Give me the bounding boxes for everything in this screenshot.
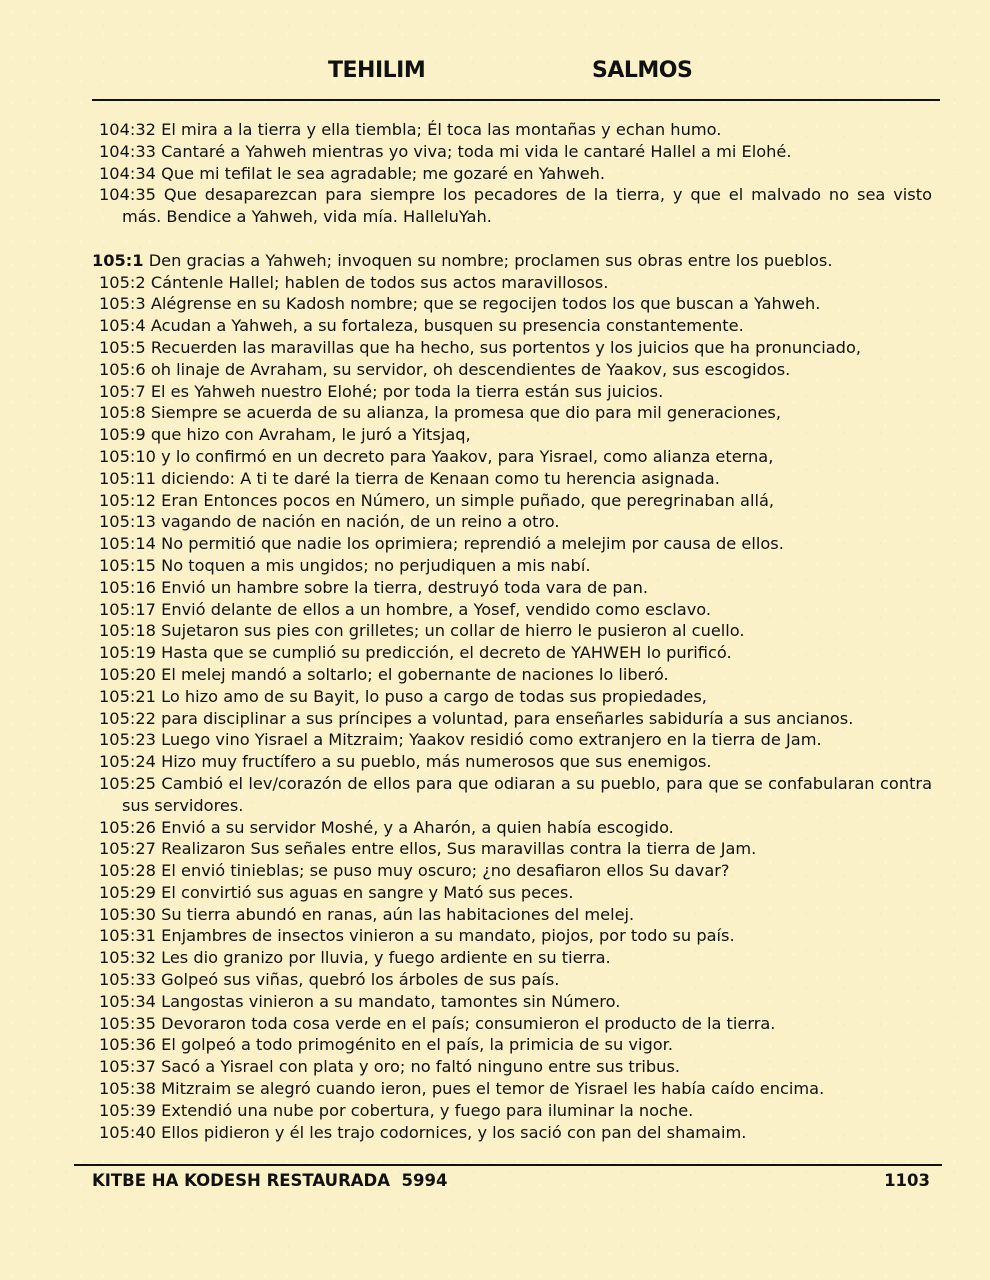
verse-reference: 105:18 bbox=[99, 621, 156, 641]
verse bbox=[92, 1013, 932, 1035]
verse-reference: 105:28 bbox=[99, 861, 156, 881]
verse bbox=[92, 686, 932, 708]
verse-reference: 105:1 bbox=[92, 250, 144, 270]
verse-reference: 105:4 bbox=[99, 316, 146, 336]
verse bbox=[92, 490, 932, 512]
verse-reference: 105:15 bbox=[99, 555, 156, 575]
verse bbox=[92, 381, 932, 403]
verse-text: Ellos pidieron y él les trajo codornices, y los sació con pan del shamaim. bbox=[161, 1122, 747, 1142]
verse-text: Envió a su servidor Moshé, y a Aharón, a quien había escogido. bbox=[161, 817, 674, 837]
verse-reference: 105:29 bbox=[99, 882, 156, 902]
verse-text: No permitió que nadie los oprimiera; reprendió a melejim por causa de ellos. bbox=[161, 534, 784, 554]
verse-text: Luego vino Yisrael a Mitzraim; Yaakov residió como extranjero en la tierra de Jam. bbox=[161, 730, 822, 750]
verse bbox=[92, 904, 932, 926]
verse bbox=[92, 817, 932, 839]
header-title-spanish: SALMOS bbox=[592, 58, 693, 83]
verse bbox=[92, 838, 932, 860]
verse-reference: 104:33 bbox=[99, 141, 156, 161]
verse-text: Alégrense en su Kadosh nombre; que se regocijen todos los que buscan a Yahweh. bbox=[150, 294, 821, 314]
verse-reference: 104:32 bbox=[99, 120, 156, 139]
verse-text: Hasta que se cumplió su predicción, el decreto de YAHWEH lo purificó. bbox=[161, 643, 732, 663]
section-gap bbox=[92, 228, 932, 250]
psalm-105-section bbox=[92, 250, 932, 1144]
verse-reference: 105:23 bbox=[99, 730, 156, 750]
verse-reference: 105:21 bbox=[99, 686, 156, 706]
verse-reference: 105:36 bbox=[99, 1035, 156, 1055]
header-title-hebrew: TEHILIM bbox=[328, 58, 426, 83]
verse bbox=[92, 925, 932, 947]
verse-text: para disciplinar a sus príncipes a voluntad, para enseñarles sabiduría a sus ancianos. bbox=[161, 708, 854, 728]
verse-text: Mitzraim se alegró cuando ieron, pues el temor de Yisrael les había caído encima. bbox=[161, 1079, 825, 1099]
verse-reference: 105:19 bbox=[99, 643, 156, 663]
psalm-104-section bbox=[92, 119, 932, 228]
verse bbox=[92, 337, 932, 359]
verse-text: Golpeó sus viñas, quebró los árboles de sus país. bbox=[161, 970, 560, 990]
verse-reference: 105:26 bbox=[99, 817, 156, 837]
verse-text: Les dio granizo por lluvia, y fuego ardiente en su tierra. bbox=[161, 948, 611, 968]
verse-text: Den gracias a Yahweh; invoquen su nombre; proclamen sus obras entre los pueblos. bbox=[148, 250, 833, 270]
verse-reference: 104:35 bbox=[99, 185, 156, 205]
verse-reference: 105:40 bbox=[99, 1122, 156, 1142]
verse-reference: 105:17 bbox=[99, 599, 156, 619]
verse-text: Enjambres de insectos vinieron a su mandato, piojos, por todo su país. bbox=[161, 926, 735, 946]
verse-reference: 105:13 bbox=[99, 512, 156, 532]
verse-text: Devoraron toda cosa verde en el país; consumieron el producto de la tierra. bbox=[161, 1013, 776, 1033]
verse bbox=[92, 947, 932, 969]
verse bbox=[92, 969, 932, 991]
verse-text: que hizo con Avraham, le juró a Yitsjaq, bbox=[150, 425, 471, 445]
verse-text: diciendo: A ti te daré la tierra de Kenaan como tu herencia asignada. bbox=[161, 468, 720, 488]
verse-reference: 105:22 bbox=[99, 708, 156, 728]
verse-text: El golpeó a todo primogénito en el país, la primicia de su vigor. bbox=[161, 1035, 673, 1055]
verse bbox=[92, 533, 932, 555]
verse-text: Eran Entonces pocos en Número, un simple puñado, que peregrinaban allá, bbox=[161, 490, 775, 510]
verse bbox=[92, 1100, 932, 1122]
verse-text: El mira a la tierra y ella tiembla; Él toca las montañas y echan humo. bbox=[161, 120, 722, 139]
verse bbox=[92, 184, 932, 228]
verse bbox=[92, 1078, 932, 1100]
verse-text: Siempre se acuerda de su alianza, la promesa que dio para mil generaciones, bbox=[150, 403, 781, 423]
verse-content bbox=[92, 119, 932, 1143]
verse-text: vagando de nación en nación, de un reino a otro. bbox=[161, 512, 560, 532]
footer-rule bbox=[74, 1164, 942, 1166]
verse bbox=[92, 555, 932, 577]
verse-reference: 105:39 bbox=[99, 1100, 156, 1120]
verse-text: Cambió el lev/corazón de ellos para que odiaran a su pueblo, para que se confabularan contra sus servidores. bbox=[122, 773, 932, 815]
verse-reference: 105:9 bbox=[99, 425, 146, 445]
verse bbox=[92, 620, 932, 642]
verse-reference: 105:20 bbox=[99, 664, 156, 684]
verse-reference: 105:11 bbox=[99, 468, 156, 488]
verse-reference: 105:12 bbox=[99, 490, 156, 510]
page-footer bbox=[0, 1171, 990, 1195]
verse bbox=[92, 882, 932, 904]
verse-reference: 104:34 bbox=[99, 163, 156, 183]
verse-text: El es Yahweh nuestro Elohé; por toda la tierra están sus juicios. bbox=[150, 381, 664, 401]
verse-text: Realizaron Sus señales entre ellos, Sus maravillas contra la tierra de Jam. bbox=[161, 839, 757, 859]
verse-reference: 105:38 bbox=[99, 1079, 156, 1099]
verse bbox=[92, 991, 932, 1013]
page-header bbox=[0, 58, 990, 90]
verse-text: El convirtió sus aguas en sangre y Mató sus peces. bbox=[161, 882, 574, 902]
verse-reference: 105:32 bbox=[99, 948, 156, 968]
verse bbox=[92, 446, 932, 468]
verse-reference: 105:34 bbox=[99, 991, 156, 1011]
verse-text: Envió delante de ellos a un hombre, a Yosef, vendido como esclavo. bbox=[161, 599, 712, 619]
verse bbox=[92, 751, 932, 773]
verse-reference: 105:37 bbox=[99, 1057, 156, 1077]
verse-reference: 105:16 bbox=[99, 577, 156, 597]
verse bbox=[92, 664, 932, 686]
verse bbox=[92, 1034, 932, 1056]
page-number: 1103 bbox=[884, 1171, 930, 1190]
verse-reference: 105:10 bbox=[99, 446, 156, 466]
verse bbox=[92, 119, 932, 141]
verse-text: Cantaré a Yahweh mientras yo viva; toda mi vida le cantaré Hallel a mi Elohé. bbox=[161, 141, 792, 161]
verse-reference: 105:30 bbox=[99, 904, 156, 924]
verse-reference: 105:8 bbox=[99, 403, 146, 423]
verse-text: Sujetaron sus pies con grilletes; un collar de hierro le pusieron al cuello. bbox=[161, 621, 745, 641]
verse-text: No toquen a mis ungidos; no perjudiquen a mis nabí. bbox=[161, 555, 591, 575]
verse-reference: 105:6 bbox=[99, 359, 146, 379]
verse bbox=[92, 293, 932, 315]
verse-reference: 105:27 bbox=[99, 839, 156, 859]
verse-text: Recuerden las maravillas que ha hecho, sus portentos y los juicios que ha pronunciado, bbox=[150, 337, 861, 357]
verse bbox=[92, 315, 932, 337]
verse-text: Que desaparezcan para siempre los pecadores de la tierra, y que el malvado no sea visto más. Bendice a Yahweh, vida mía. HalleluYah. bbox=[122, 185, 932, 227]
verse-reference: 105:31 bbox=[99, 926, 156, 946]
verse bbox=[92, 708, 932, 730]
verse-text: Envió un hambre sobre la tierra, destruyó toda vara de pan. bbox=[161, 577, 648, 597]
verse-reference: 105:3 bbox=[99, 294, 146, 314]
verse bbox=[92, 511, 932, 533]
verse-text: oh linaje de Avraham, su servidor, oh descendientes de Yaakov, sus escogidos. bbox=[150, 359, 791, 379]
verse-reference: 105:5 bbox=[99, 337, 146, 357]
verse bbox=[92, 642, 932, 664]
verse-text: y lo confirmó en un decreto para Yaakov, para Yisrael, como alianza eterna, bbox=[161, 446, 774, 466]
verse-text: Que mi tefilat le sea agradable; me gozaré en Yahweh. bbox=[161, 163, 606, 183]
verse bbox=[92, 468, 932, 490]
verse bbox=[92, 424, 932, 446]
header-rule bbox=[92, 99, 940, 101]
verse-text: El melej mandó a soltarlo; el gobernante de naciones lo liberó. bbox=[161, 664, 669, 684]
verse bbox=[92, 359, 932, 381]
verse-text: Sacó a Yisrael con plata y oro; no faltó ninguno entre sus tribus. bbox=[161, 1057, 681, 1077]
footer-book-title: KITBE HA KODESH RESTAURADA 5994 bbox=[92, 1171, 448, 1190]
verse bbox=[92, 860, 932, 882]
verse-text: Langostas vinieron a su mandato, tamontes sin Número. bbox=[161, 991, 621, 1011]
verse-text: Hizo muy fructífero a su pueblo, más numerosos que sus enemigos. bbox=[161, 752, 712, 772]
verse bbox=[92, 402, 932, 424]
verse bbox=[92, 141, 932, 163]
verse-text: El envió tinieblas; se puso muy oscuro; ¿no desafiaron ellos Su davar? bbox=[161, 861, 730, 881]
verse-reference: 105:14 bbox=[99, 534, 156, 554]
verse-text: Lo hizo amo de su Bayit, lo puso a cargo de todas sus propiedades, bbox=[161, 686, 707, 706]
verse-reference: 105:33 bbox=[99, 970, 156, 990]
verse-text: Acudan a Yahweh, a su fortaleza, busquen su presencia constantemente. bbox=[150, 316, 744, 336]
verse bbox=[92, 773, 932, 817]
verse-reference: 105:24 bbox=[99, 752, 156, 772]
verse-text: Su tierra abundó en ranas, aún las habitaciones del melej. bbox=[161, 904, 635, 924]
verse bbox=[92, 599, 932, 621]
verse bbox=[92, 272, 932, 294]
verse bbox=[92, 163, 932, 185]
verse-reference: 105:2 bbox=[99, 272, 146, 292]
verse bbox=[92, 577, 932, 599]
verse bbox=[92, 1056, 932, 1078]
verse-reference: 105:25 bbox=[99, 773, 156, 793]
verse bbox=[92, 250, 932, 272]
verse-reference: 105:35 bbox=[99, 1013, 156, 1033]
verse bbox=[92, 729, 932, 751]
verse bbox=[92, 1122, 932, 1144]
verse-reference: 105:7 bbox=[99, 381, 146, 401]
verse-text: Cántenle Hallel; hablen de todos sus actos maravillosos. bbox=[150, 272, 609, 292]
verse-text: Extendió una nube por cobertura, y fuego para iluminar la noche. bbox=[161, 1100, 694, 1120]
